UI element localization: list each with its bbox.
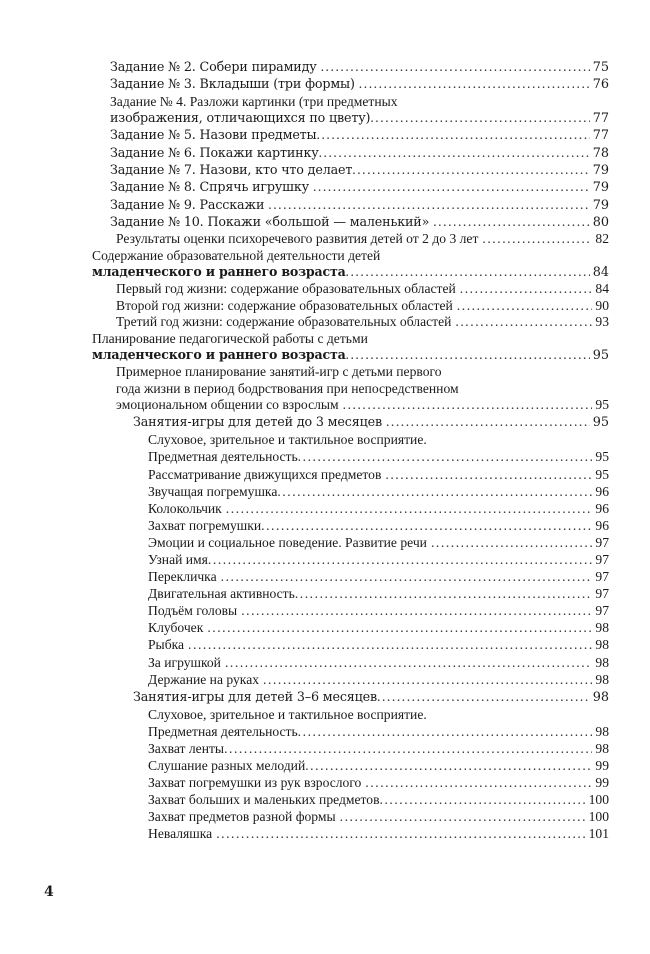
toc-entry-title: Узнай имя <box>148 551 208 567</box>
page-number: 4 <box>44 884 54 900</box>
dot-leader <box>339 397 593 411</box>
toc-entry[interactable] <box>0 551 650 568</box>
toc-entry[interactable] <box>0 76 650 93</box>
dot-leader <box>309 179 590 193</box>
dot-leader <box>319 145 590 159</box>
toc-entry[interactable] <box>0 448 650 465</box>
toc-entry[interactable] <box>0 825 650 842</box>
toc-entry-title: Звучащая погремушка <box>148 483 278 499</box>
toc-page-number: 76 <box>592 77 609 93</box>
toc-entry-title: Рыбка <box>148 637 185 653</box>
toc-entry[interactable] <box>0 774 650 791</box>
dot-leader <box>336 808 586 822</box>
toc-entry-title: Предметная деятельность <box>148 449 298 465</box>
toc-page-number: 79 <box>592 163 609 179</box>
toc-entry-title: Захват погремушки из рук взрослого <box>148 775 362 791</box>
dot-leader <box>429 214 589 228</box>
toc-page-number: 98 <box>595 637 609 653</box>
toc-entry[interactable] <box>0 298 650 314</box>
toc-entry-title: Задание № 10. Покажи «большой — маленький» <box>110 214 430 230</box>
toc-page-number: 96 <box>595 500 609 516</box>
toc-entry-line: Задание № 4. Разложи картинки (три предметных <box>110 93 398 109</box>
dot-leader <box>346 347 590 361</box>
toc-entry-title: Неваляшка <box>148 826 213 842</box>
toc-entry-title: Перекличка <box>148 569 217 585</box>
toc-entry-line: года жизни в период бодрствования при непосредственном <box>116 380 459 396</box>
dot-leader <box>451 314 592 328</box>
toc-entry-line: Примерное планирование занятий-игр с детьми первого <box>116 364 442 380</box>
toc-page-number: 100 <box>588 792 609 808</box>
toc-entry-title: Предметная деятельность <box>148 723 298 739</box>
toc-entry[interactable] <box>0 791 650 808</box>
toc-page-number: 77 <box>592 128 609 144</box>
toc-entry-title: Задание № 7. Назови, кто что делает <box>110 162 353 178</box>
dot-leader <box>478 231 592 245</box>
toc-entry[interactable] <box>0 397 650 413</box>
toc-entry[interactable] <box>0 619 650 636</box>
toc-entry[interactable] <box>0 517 650 534</box>
dot-leader <box>317 59 590 73</box>
dot-leader <box>355 76 590 90</box>
toc-page-number: 96 <box>595 483 609 499</box>
dot-leader <box>370 110 589 124</box>
toc-entry-title: Захват погремушки <box>148 517 262 533</box>
dot-leader <box>237 602 592 616</box>
dot-leader <box>346 264 590 278</box>
toc-entry-title: Задание № 3. Вкладыши (три формы) <box>110 76 355 92</box>
toc-entry-title: эмоциональном общении со взрослым <box>116 396 339 412</box>
toc-entry-title: Держание на руках <box>148 671 260 687</box>
toc-entry[interactable] <box>0 740 650 757</box>
toc-entry-title: Слуховое, зрительное и тактильное восприятие. <box>148 706 427 722</box>
toc-page-number: 101 <box>588 826 609 842</box>
toc-entry[interactable] <box>0 706 650 723</box>
toc-entry-title: Клубочек <box>148 620 204 636</box>
toc-entry-title: изображения, отличающихся по цвету) <box>110 110 371 126</box>
toc-entry[interactable] <box>0 500 650 517</box>
dot-leader <box>208 551 592 565</box>
toc-entry[interactable] <box>0 808 650 825</box>
toc-entry-title: Третий год жизни: содержание образовательных областей <box>116 314 452 330</box>
dot-leader <box>317 127 590 141</box>
dot-leader <box>382 413 590 427</box>
toc-entry-title: Занятия-игры для детей 3–6 месяцев <box>133 688 378 704</box>
toc-page-number: 95 <box>595 396 609 412</box>
toc-page-number: 97 <box>595 551 609 567</box>
toc-page-number: 95 <box>592 347 609 363</box>
toc-page-number: 99 <box>595 775 609 791</box>
dot-leader <box>453 298 593 312</box>
dot-leader <box>222 500 593 514</box>
toc-page-number: 95 <box>595 449 609 465</box>
toc-entry-title: Захват больших и маленьких предметов <box>148 792 380 808</box>
dot-leader <box>298 448 593 462</box>
toc-entry[interactable] <box>0 347 650 364</box>
toc-entry-title: Рассматривание движущихся предметов <box>148 466 382 482</box>
toc-page-number: 90 <box>595 297 609 313</box>
toc-page-number: 93 <box>595 314 609 330</box>
dot-leader <box>221 654 592 668</box>
dot-leader <box>352 162 589 176</box>
toc-entry[interactable] <box>0 413 650 431</box>
toc-entry-title: Второй год жизни: содержание образовательных областей <box>116 297 453 313</box>
dot-leader <box>217 568 593 582</box>
toc-page-number: 97 <box>595 534 609 550</box>
toc-entry-title: Слушание разных мелодий <box>148 758 306 774</box>
toc-page-number: 98 <box>595 741 609 756</box>
toc-entry[interactable] <box>0 585 650 602</box>
toc-page-number: 77 <box>592 111 609 127</box>
toc-entry[interactable] <box>0 568 650 585</box>
toc-entry-title: Задание № 5. Назови предметы <box>110 127 317 143</box>
dot-leader <box>377 688 590 702</box>
toc-page-number: 95 <box>595 466 609 482</box>
toc-entry[interactable] <box>0 179 650 196</box>
dot-leader <box>259 671 592 685</box>
dot-leader <box>212 825 585 839</box>
toc-entry[interactable] <box>0 602 650 619</box>
toc-page-number: 84 <box>595 281 609 297</box>
toc-entry-title: Слуховое, зрительное и тактильное восприятие. <box>148 432 427 448</box>
toc-entry[interactable] <box>0 197 650 214</box>
dot-leader <box>203 619 592 633</box>
toc-page-number: 98 <box>592 689 609 705</box>
toc-page-number: 97 <box>595 586 609 602</box>
table-of-contents <box>0 59 650 843</box>
toc-page-number: 98 <box>595 654 609 670</box>
toc-entry[interactable] <box>0 214 650 231</box>
toc-entry-title: Задание № 9. Расскажи <box>110 196 265 212</box>
toc-entry-title: Задание № 2. Собери пирамиду <box>110 59 317 74</box>
toc-entry[interactable] <box>0 466 650 483</box>
toc-entry-title: Задание № 8. Спрячь игрушку <box>110 179 309 195</box>
dot-leader <box>305 757 592 771</box>
toc-entry[interactable] <box>0 281 650 297</box>
toc-page-number: 79 <box>592 197 609 213</box>
dot-leader <box>427 534 592 548</box>
toc-entry[interactable] <box>0 127 650 144</box>
toc-page-number: 98 <box>595 620 609 636</box>
toc-page-number: 99 <box>595 758 609 774</box>
toc-entry-title: Подъём головы <box>148 603 238 619</box>
dot-leader <box>224 740 592 754</box>
toc-entry[interactable] <box>0 59 650 76</box>
dot-leader <box>264 197 589 211</box>
toc-entry-title: За игрушкой <box>148 654 221 670</box>
toc-entry[interactable] <box>0 231 650 247</box>
dot-leader <box>277 483 592 497</box>
toc-page-number: 84 <box>592 265 609 281</box>
dot-leader <box>361 774 592 788</box>
toc-entry-title: Занятия-игры для детей до 3 месяцев <box>133 414 382 430</box>
toc-page-number: 75 <box>592 60 609 75</box>
toc-entry-title: Двигательная активность <box>148 586 295 602</box>
toc-page-number: 100 <box>588 809 609 825</box>
toc-entry[interactable] <box>0 264 650 281</box>
toc-entry-title: Колокольчик <box>148 500 222 516</box>
toc-entry-title: младенческого и раннего возраста <box>92 264 346 280</box>
toc-page-number: 79 <box>592 180 609 196</box>
toc-entry-title: Захват ленты <box>148 741 225 756</box>
toc-entry[interactable] <box>0 162 650 179</box>
toc-page-number: 98 <box>595 723 609 739</box>
toc-entry[interactable] <box>0 534 650 551</box>
toc-entry[interactable] <box>0 757 650 774</box>
dot-leader <box>184 636 592 650</box>
toc-entry-title: Первый год жизни: содержание образовательных областей <box>116 281 456 297</box>
toc-page-number: 78 <box>592 145 609 161</box>
toc-entry-title: Результаты оценки психоречевого развития детей от 2 до 3 лет <box>116 231 479 247</box>
toc-entry[interactable] <box>0 431 650 448</box>
toc-entry-title: Захват предметов разной формы <box>148 809 336 825</box>
toc-page-number: 95 <box>592 415 609 431</box>
toc-entry-title: младенческого и раннего возраста <box>92 346 346 362</box>
toc-entry[interactable] <box>0 654 650 671</box>
toc-entry[interactable] <box>0 314 650 330</box>
dot-leader <box>295 585 593 599</box>
toc-entry[interactable] <box>0 483 650 500</box>
toc-page-number: 98 <box>595 671 609 687</box>
toc-entry-line: Планирование педагогической работы с детьми <box>92 330 368 346</box>
toc-entry[interactable] <box>0 110 650 127</box>
toc-entry-title: Эмоции и социальное поведение. Развитие речи <box>148 534 427 550</box>
toc-page-number: 97 <box>595 603 609 619</box>
toc-page-number: 80 <box>592 215 609 231</box>
dot-leader <box>261 517 592 531</box>
dot-leader <box>456 281 593 295</box>
toc-entry[interactable] <box>0 145 650 162</box>
toc-entry-title: Задание № 6. Покажи картинку <box>110 144 319 160</box>
toc-page-number: 82 <box>595 231 609 247</box>
toc-entry[interactable] <box>0 671 650 688</box>
toc-page-number: 96 <box>595 517 609 533</box>
toc-entry[interactable] <box>0 688 650 706</box>
dot-leader <box>380 791 586 805</box>
dot-leader <box>381 466 592 480</box>
toc-entry[interactable] <box>0 723 650 740</box>
toc-entry-line: Содержание образовательной деятельности детей <box>92 247 381 263</box>
dot-leader <box>298 723 593 737</box>
toc-entry[interactable] <box>0 636 650 653</box>
toc-page-number: 97 <box>595 569 609 585</box>
